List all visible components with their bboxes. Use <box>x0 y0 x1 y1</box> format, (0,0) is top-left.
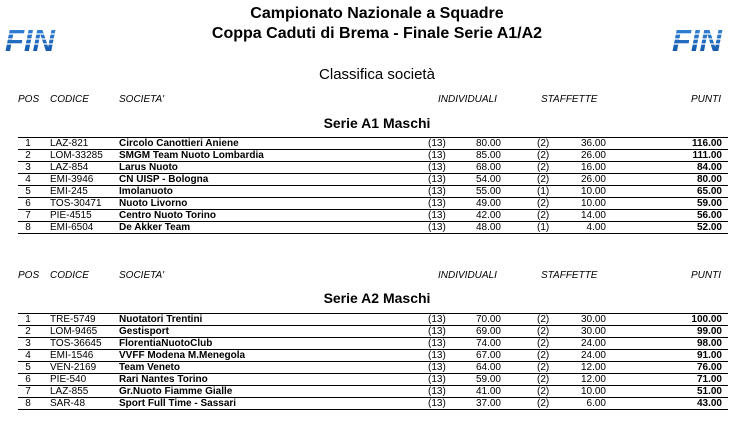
row-relay-points: 30.00 <box>580 326 606 337</box>
row-position: 8 <box>25 398 31 409</box>
row-total-points: 84.00 <box>696 162 722 173</box>
table-row <box>18 210 728 222</box>
row-relay-count: (2) <box>537 198 550 209</box>
row-individual-count: (13) <box>428 398 446 409</box>
row-individual-count: (13) <box>428 162 446 173</box>
row-relay-points: 16.00 <box>580 162 606 173</box>
header-societa: SOCIETA' <box>119 94 165 105</box>
row-relay-count: (2) <box>537 210 550 221</box>
row-code: EMI-1546 <box>50 350 94 361</box>
row-code: LAZ-855 <box>50 386 89 397</box>
row-team-name: Larus Nuoto <box>119 162 178 173</box>
row-position: 1 <box>25 314 31 325</box>
header-punti: PUNTI <box>691 94 721 105</box>
row-individual-points: 41.00 <box>475 386 501 397</box>
row-position: 7 <box>25 386 31 397</box>
row-team-name: Centro Nuoto Torino <box>119 210 217 221</box>
row-individual-count: (13) <box>428 338 446 349</box>
row-position: 5 <box>25 362 31 373</box>
row-relay-points: 6.00 <box>586 398 606 409</box>
row-relay-points: 30.00 <box>580 314 606 325</box>
row-relay-points: 12.00 <box>580 374 606 385</box>
row-position: 8 <box>25 222 31 233</box>
row-total-points: 56.00 <box>696 210 722 221</box>
header-staffette: STAFFETTE <box>541 270 598 281</box>
row-code: EMI-6504 <box>50 222 94 233</box>
row-individual-count: (13) <box>428 350 446 361</box>
row-team-name: De Akker Team <box>119 222 191 233</box>
row-code: PIE-540 <box>50 374 87 385</box>
ranking-table-a2 <box>18 313 728 410</box>
row-individual-count: (13) <box>428 314 446 325</box>
section-title-a1: Serie A1 Maschi <box>323 115 431 131</box>
row-individual-points: 67.00 <box>475 350 501 361</box>
row-individual-count: (13) <box>428 362 446 373</box>
row-individual-count: (13) <box>428 386 446 397</box>
row-total-points: 98.00 <box>696 338 722 349</box>
column-headers-a2 <box>18 270 728 282</box>
row-individual-count: (13) <box>428 150 446 161</box>
row-team-name: CN UISP - Bologna <box>119 174 209 185</box>
row-relay-count: (2) <box>537 374 550 385</box>
section-title-a2: Serie A2 Maschi <box>323 290 431 306</box>
row-individual-points: 59.00 <box>475 374 501 385</box>
header-individuali: INDIVIDUALI <box>438 270 497 281</box>
row-code: VEN-2169 <box>50 362 97 373</box>
row-position: 1 <box>25 138 31 149</box>
header-codice: CODICE <box>50 94 89 105</box>
row-relay-points: 10.00 <box>580 186 606 197</box>
row-relay-points: 10.00 <box>580 386 606 397</box>
row-team-name: FlorentiaNuotoClub <box>119 338 213 349</box>
row-team-name: Rari Nantes Torino <box>119 374 208 385</box>
row-individual-points: 54.00 <box>475 174 501 185</box>
row-total-points: 59.00 <box>696 198 722 209</box>
row-code: LOM-9465 <box>50 326 98 337</box>
header-punti: PUNTI <box>691 270 721 281</box>
row-total-points: 99.00 <box>696 326 722 337</box>
row-individual-count: (13) <box>428 198 446 209</box>
row-individual-points: 37.00 <box>475 398 501 409</box>
header-pos: POS <box>18 94 40 105</box>
header-pos: POS <box>18 270 40 281</box>
row-relay-points: 36.00 <box>580 138 606 149</box>
row-relay-points: 24.00 <box>580 350 606 361</box>
row-individual-count: (13) <box>428 222 446 233</box>
row-position: 7 <box>25 210 31 221</box>
row-relay-points: 4.00 <box>586 222 606 233</box>
table-row <box>18 314 728 326</box>
row-team-name: Sport Full Time - Sassari <box>119 398 237 409</box>
row-code: LAZ-854 <box>50 162 89 173</box>
row-code: PIE-4515 <box>50 210 92 221</box>
table-row <box>18 398 728 410</box>
row-position: 2 <box>25 150 31 161</box>
row-relay-count: (2) <box>537 314 550 325</box>
table-row <box>18 326 728 338</box>
row-relay-count: (2) <box>537 162 550 173</box>
row-team-name: Nuotatori Trentini <box>119 314 203 325</box>
row-total-points: 80.00 <box>696 174 722 185</box>
row-relay-count: (2) <box>537 362 550 373</box>
row-individual-count: (13) <box>428 210 446 221</box>
table-row <box>18 150 728 162</box>
row-team-name: Gr.Nuoto Fiamme Gialle <box>119 386 233 397</box>
row-individual-points: 64.00 <box>475 362 501 373</box>
row-total-points: 52.00 <box>696 222 722 233</box>
header-individuali: INDIVIDUALI <box>438 94 497 105</box>
row-team-name: Imolanuoto <box>119 186 173 197</box>
row-relay-points: 14.00 <box>580 210 606 221</box>
row-position: 2 <box>25 326 31 337</box>
row-total-points: 116.00 <box>691 138 722 149</box>
row-team-name: Gestisport <box>119 326 170 337</box>
row-individual-points: 74.00 <box>475 338 501 349</box>
table-row <box>18 386 728 398</box>
table-row <box>18 138 728 150</box>
row-individual-count: (13) <box>428 326 446 337</box>
row-code: SAR-48 <box>50 398 86 409</box>
row-team-name: VVFF Modena M.Menegola <box>119 350 246 361</box>
row-individual-points: 68.00 <box>475 162 501 173</box>
header-codice: CODICE <box>50 270 89 281</box>
row-code: TOS-30471 <box>50 198 102 209</box>
table-row <box>18 222 728 234</box>
row-code: EMI-245 <box>50 186 88 197</box>
row-total-points: 76.00 <box>696 362 722 373</box>
row-position: 4 <box>25 174 31 185</box>
row-position: 4 <box>25 350 31 361</box>
row-code: LAZ-821 <box>50 138 89 149</box>
header-staffette: STAFFETTE <box>541 94 598 105</box>
row-position: 3 <box>25 162 31 173</box>
row-relay-points: 10.00 <box>580 198 606 209</box>
row-code: EMI-3946 <box>50 174 94 185</box>
row-relay-count: (2) <box>537 350 550 361</box>
row-relay-points: 26.00 <box>580 174 606 185</box>
row-relay-count: (1) <box>537 222 550 233</box>
table-row <box>18 198 728 210</box>
ranking-heading: Classifica società <box>319 66 435 83</box>
row-individual-count: (13) <box>428 138 446 149</box>
row-relay-points: 24.00 <box>580 338 606 349</box>
document-subtitle: Coppa Caduti di Brema - Finale Serie A1/A2 <box>211 25 543 42</box>
row-position: 6 <box>25 374 31 385</box>
row-individual-points: 55.00 <box>475 186 501 197</box>
row-relay-count: (2) <box>537 150 550 161</box>
row-individual-count: (13) <box>428 374 446 385</box>
table-row <box>18 350 728 362</box>
row-relay-count: (2) <box>537 326 550 337</box>
row-relay-points: 12.00 <box>580 362 606 373</box>
row-total-points: 91.00 <box>696 350 722 361</box>
row-team-name: Circolo Canottieri Aniene <box>119 138 239 149</box>
document-title: Campionato Nazionale a Squadre <box>250 5 504 22</box>
table-row <box>18 162 728 174</box>
row-team-name: SMGM Team Nuoto Lombardia <box>119 150 264 161</box>
row-code: LOM-33285 <box>50 150 103 161</box>
row-relay-count: (2) <box>537 174 550 185</box>
row-relay-count: (2) <box>537 138 550 149</box>
row-total-points: 71.00 <box>696 374 722 385</box>
row-relay-count: (1) <box>537 186 550 197</box>
row-total-points: 51.00 <box>696 386 722 397</box>
header-societa: SOCIETA' <box>119 270 165 281</box>
row-relay-points: 26.00 <box>580 150 606 161</box>
row-individual-count: (13) <box>428 186 446 197</box>
row-team-name: Nuoto Livorno <box>119 198 188 209</box>
row-total-points: 111.00 <box>692 150 722 161</box>
table-row <box>18 174 728 186</box>
row-individual-count: (13) <box>428 174 446 185</box>
row-total-points: 100.00 <box>691 314 722 325</box>
row-position: 3 <box>25 338 31 349</box>
table-row <box>18 374 728 386</box>
row-individual-points: 80.00 <box>475 138 501 149</box>
row-position: 5 <box>25 186 31 197</box>
row-relay-count: (2) <box>537 398 550 409</box>
table-row <box>18 338 728 350</box>
row-relay-count: (2) <box>537 386 550 397</box>
svg-text:FIN: FIN <box>5 24 55 56</box>
table-row <box>18 362 728 374</box>
row-relay-count: (2) <box>537 338 550 349</box>
row-position: 6 <box>25 198 31 209</box>
row-total-points: 65.00 <box>696 186 722 197</box>
row-total-points: 43.00 <box>696 398 722 409</box>
row-individual-points: 48.00 <box>475 222 501 233</box>
svg-text:FIN: FIN <box>672 24 722 56</box>
row-code: TOS-36645 <box>50 338 102 349</box>
row-individual-points: 70.00 <box>475 314 501 325</box>
column-headers-a1 <box>18 94 728 106</box>
ranking-table-a1 <box>18 137 728 234</box>
row-individual-points: 69.00 <box>475 326 501 337</box>
row-individual-points: 49.00 <box>475 198 501 209</box>
row-individual-points: 42.00 <box>475 210 501 221</box>
table-row <box>18 186 728 198</box>
row-team-name: Team Veneto <box>119 362 180 373</box>
row-individual-points: 85.00 <box>475 150 501 161</box>
row-code: TRE-5749 <box>50 314 96 325</box>
